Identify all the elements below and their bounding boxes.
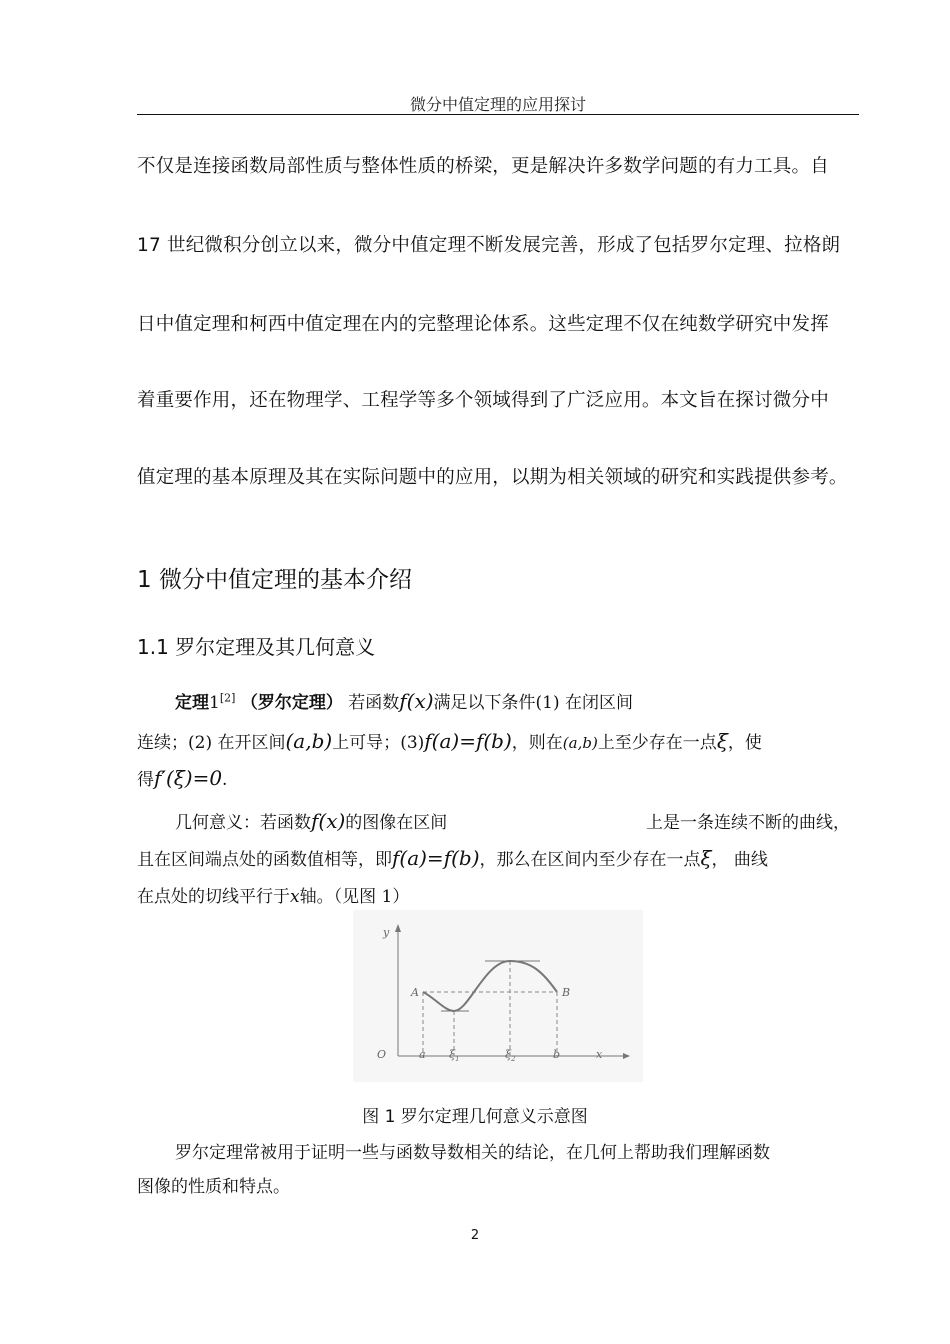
math-xi: ξ	[700, 846, 712, 870]
y-axis-arrow	[395, 924, 401, 932]
theorem-label: 定理	[175, 693, 209, 713]
geometric-line-2	[137, 845, 768, 870]
theorem-text: 若函数	[348, 693, 400, 713]
closing-line-1: 罗尔定理常被用于证明一些与函数导数相关的结论，在几何上帮助我们理解函数	[175, 1143, 770, 1163]
theorem-number: 1	[209, 693, 220, 713]
intro-line-4: 着重要作用，还在物理学、工程学等多个领域得到了广泛应用。本文旨在探讨微分中	[137, 390, 829, 411]
theorem-text: ，则在	[511, 733, 563, 753]
math-equality: f(a)=f(b)	[424, 729, 512, 753]
section-heading: 1 微分中值定理的基本介绍	[137, 567, 412, 593]
math-x: x	[290, 887, 300, 907]
tick-a-label: a	[419, 1048, 426, 1061]
geometric-text: 且在区间端点处的函数值相等，即	[137, 850, 392, 870]
function-curve	[423, 961, 557, 1011]
theorem-line-1	[175, 688, 633, 713]
geometric-text: ， 曲线	[711, 850, 768, 870]
theorem-text: 上至少存在一点	[597, 733, 717, 753]
geometric-text: 在点处的切线平行于	[137, 887, 290, 907]
math-xi: ξ	[716, 729, 728, 753]
theorem-line-3	[137, 765, 227, 790]
geometric-line-1	[175, 808, 447, 833]
running-header: 微分中值定理的应用探讨	[409, 95, 586, 114]
figure-caption: 图 1 罗尔定理几何意义示意图	[362, 1107, 588, 1127]
theorem-text: (1) 在闭区间	[535, 693, 634, 713]
point-b-label: B	[562, 986, 571, 999]
closing-line-2: 图像的性质和特点。	[137, 1177, 290, 1197]
tick-xi1-label: $\xi_1$	[449, 1048, 460, 1063]
theorem-text: 连续；	[137, 733, 188, 753]
citation-ref: [2]	[219, 691, 236, 705]
x-axis-arrow	[623, 1053, 630, 1059]
y-axis-label: y	[383, 926, 390, 939]
theorem-text: (3)	[400, 733, 425, 753]
header-rule	[137, 114, 859, 115]
intro-line-5: 值定理的基本原理及其在实际问题中的应用，以期为相关领域的研究和实践提供参考。	[137, 467, 848, 488]
math-interval-small: (a,b)	[562, 734, 598, 752]
math-fx: f(x)	[399, 689, 434, 713]
intro-line-3: 日中值定理和柯西中值定理在内的完整理论体系。这些定理不仅在纯数学研究中发挥	[137, 314, 829, 335]
theorem-text: 上可导；	[332, 733, 401, 753]
geometric-line-1-end: 上是一条连续不断的曲线，	[646, 813, 850, 833]
x-axis-label: x	[596, 1048, 603, 1061]
rolle-figure-svg	[353, 910, 643, 1082]
tick-b-label: b	[553, 1048, 561, 1061]
rolle-figure	[353, 910, 643, 1082]
point-a-label: A	[411, 986, 419, 999]
math-equality: f(a)=f(b)	[392, 846, 480, 870]
geometric-text: 轴。（见图 1）	[299, 887, 410, 907]
subsection-heading: 1.1 罗尔定理及其几何意义	[137, 635, 376, 659]
theorem-text: (2) 在开区间	[188, 733, 286, 753]
geometric-text: 几何意义：若函数	[175, 813, 311, 833]
intro-line-2: 17 世纪微积分创立以来，微分中值定理不断发展完善，形成了包括罗尔定理、拉格朗	[137, 235, 841, 256]
geometric-line-3	[137, 882, 409, 907]
math-conclusion: f′(ξ)=0	[154, 766, 223, 790]
math-interval: (a,b)	[285, 729, 333, 753]
theorem-text: 满足以下条件	[433, 693, 536, 713]
theorem-line-2	[137, 728, 762, 753]
tick-xi2-label: $\xi_2$	[505, 1048, 516, 1063]
theorem-text: 得	[137, 770, 154, 790]
theorem-text: .	[222, 770, 228, 790]
origin-label: O	[377, 1048, 387, 1061]
geometric-text: 的图像在区间	[345, 813, 448, 833]
page-number: 2	[470, 1228, 480, 1243]
theorem-name: （罗尔定理）	[240, 693, 343, 713]
math-fx: f(x)	[311, 809, 346, 833]
geometric-text: ，那么在区间内至少存在一点	[479, 850, 701, 870]
theorem-text: ，使	[727, 733, 762, 753]
intro-line-1: 不仅是连接函数局部性质与整体性质的桥梁，更是解决许多数学问题的有力工具。自	[137, 156, 829, 177]
